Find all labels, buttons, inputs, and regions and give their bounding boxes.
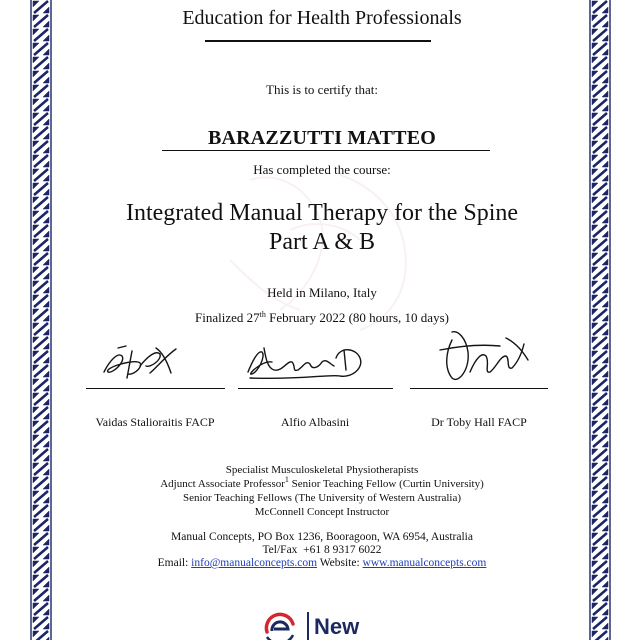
- website-label: Website:: [317, 557, 363, 569]
- completion-date-ordinal: th: [259, 310, 266, 319]
- credentials-line-1: Specialist Musculoskeletal Physiotherapists: [225, 464, 419, 476]
- completion-date: [4, 310, 640, 326]
- signature-line-right: [410, 388, 548, 389]
- phone-number: Tel/Fax +61 8 9317 6022: [262, 544, 382, 556]
- email-link[interactable]: info@manualconcepts.com: [191, 557, 318, 569]
- title-underline: [205, 40, 431, 42]
- website-link[interactable]: www.manualconcepts.com: [362, 557, 487, 569]
- logo-text: New: [314, 614, 360, 639]
- new-logo-icon: [258, 610, 302, 640]
- logo-divider: [307, 612, 309, 640]
- completed-label: Has completed the course:: [253, 162, 391, 177]
- email-website-line: [4, 557, 640, 570]
- signature-line-middle: [238, 388, 393, 389]
- postal-address: Manual Concepts, PO Box 1236, Booragoon, WA 6954, Australia: [171, 531, 473, 543]
- certify-intro: This is to certify that:: [266, 82, 378, 97]
- credentials-footnote-marker: 1: [284, 475, 289, 484]
- recipient-name: BARAZZUTTI MATTEO: [207, 127, 437, 149]
- course-title-line2: Part A & B: [268, 229, 376, 255]
- email-label: Email:: [157, 557, 192, 569]
- signature-stalioraitis: [95, 340, 185, 385]
- organization-title: Education for Health Professionals: [182, 7, 462, 29]
- credentials-line-4: McConnell Concept Instructor: [254, 506, 390, 518]
- completion-date-prefix: Finalized 27: [195, 310, 260, 325]
- recipient-underline: [162, 150, 490, 151]
- credentials-line-2-prefix: Adjunct Associate Professor: [160, 478, 285, 490]
- completion-date-suffix: February 2022 (80 hours, 10 days): [265, 310, 449, 325]
- signature-hall: [432, 322, 534, 388]
- credentials-line-2: [4, 477, 640, 491]
- signatory-name-left: Vaidas Stalioraitis FACP: [95, 415, 215, 429]
- signatory-name-middle: Alfio Albasini: [280, 415, 350, 429]
- credentials-line-3: Senior Teaching Fellows (The University of Western Australia): [182, 492, 462, 504]
- signatory-name-right: Dr Toby Hall FACP: [431, 415, 527, 429]
- course-location: Held in Milano, Italy: [267, 285, 377, 300]
- signature-albasini: [242, 340, 377, 385]
- course-title-line1: Integrated Manual Therapy for the Spine: [125, 200, 519, 226]
- signature-line-left: [86, 388, 225, 389]
- credentials-line-2-suffix: Senior Teaching Fellow (Curtin University): [288, 478, 484, 490]
